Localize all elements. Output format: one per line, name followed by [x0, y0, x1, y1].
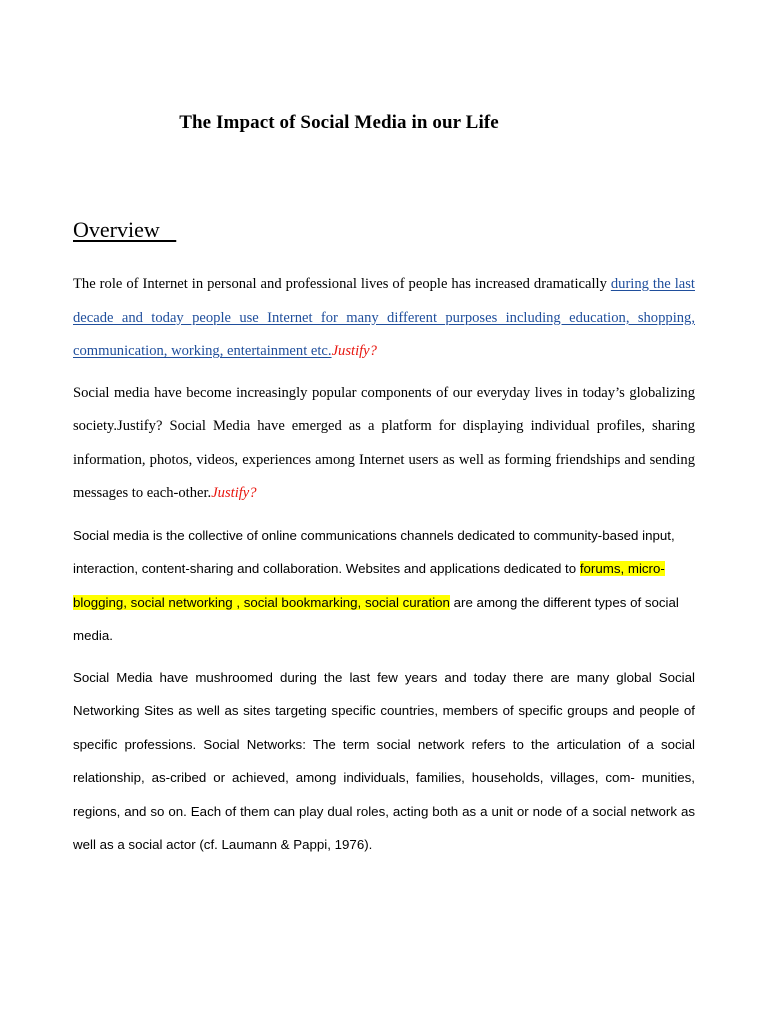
- document-body: [73, 268, 695, 870]
- paragraph-social-media-popularity: [73, 377, 695, 511]
- document-title: The Impact of Social Media in our Life: [179, 112, 499, 133]
- paragraph-text: Social Media have mushroomed during the last few years and today there are many global Social Networking Sites as well as sites targeting specific countries, members of specific groups and people of specific professions. Social Networks: The term social network refers to the articulation of a social relationship, as-cribed or achieved, among individuals, families, households, villages, com- munities, regions, and so on. Each of them can play dual roles, acting both as a unit or node of a social network as well as a social actor (cf. Laumann & Pappi, 1976).: [73, 669, 695, 852]
- paragraph-internet-role: [73, 268, 695, 369]
- review-note-justify: Justify?: [211, 485, 257, 501]
- paragraph-text: The role of Internet in personal and professional lives of people has increased dramatically: [73, 276, 611, 292]
- highlighted-text: forums, micro-blogging, social networking , social bookmarking, social curation: [73, 561, 665, 610]
- paragraph-text: Social media is the collective of online communications channels dedicated to community-based input, interaction, content-sharing and collaboration. Websites and applications dedicated to: [73, 527, 675, 576]
- paragraph-text: are among the different types of social media.: [73, 594, 679, 643]
- review-note-justify: Justify?: [331, 343, 377, 359]
- paragraph-social-networks: [73, 661, 695, 862]
- hyperlink-text[interactable]: during the last decade and today people use Internet for many different purposes including education, shopping, communication, working, entertainment etc.: [73, 276, 695, 359]
- section-heading-overview: Overview: [73, 217, 177, 242]
- paragraph-social-media-definition: [73, 519, 695, 653]
- paragraph-text: Social media have become increasingly popular components of our everyday lives in today’s globalizing society.Justify? Social Media have emerged as a platform for displaying individual profiles, sharing information, photos, videos, experiences among Internet users as well as forming friendships and sending messages to each-other.: [73, 384, 695, 501]
